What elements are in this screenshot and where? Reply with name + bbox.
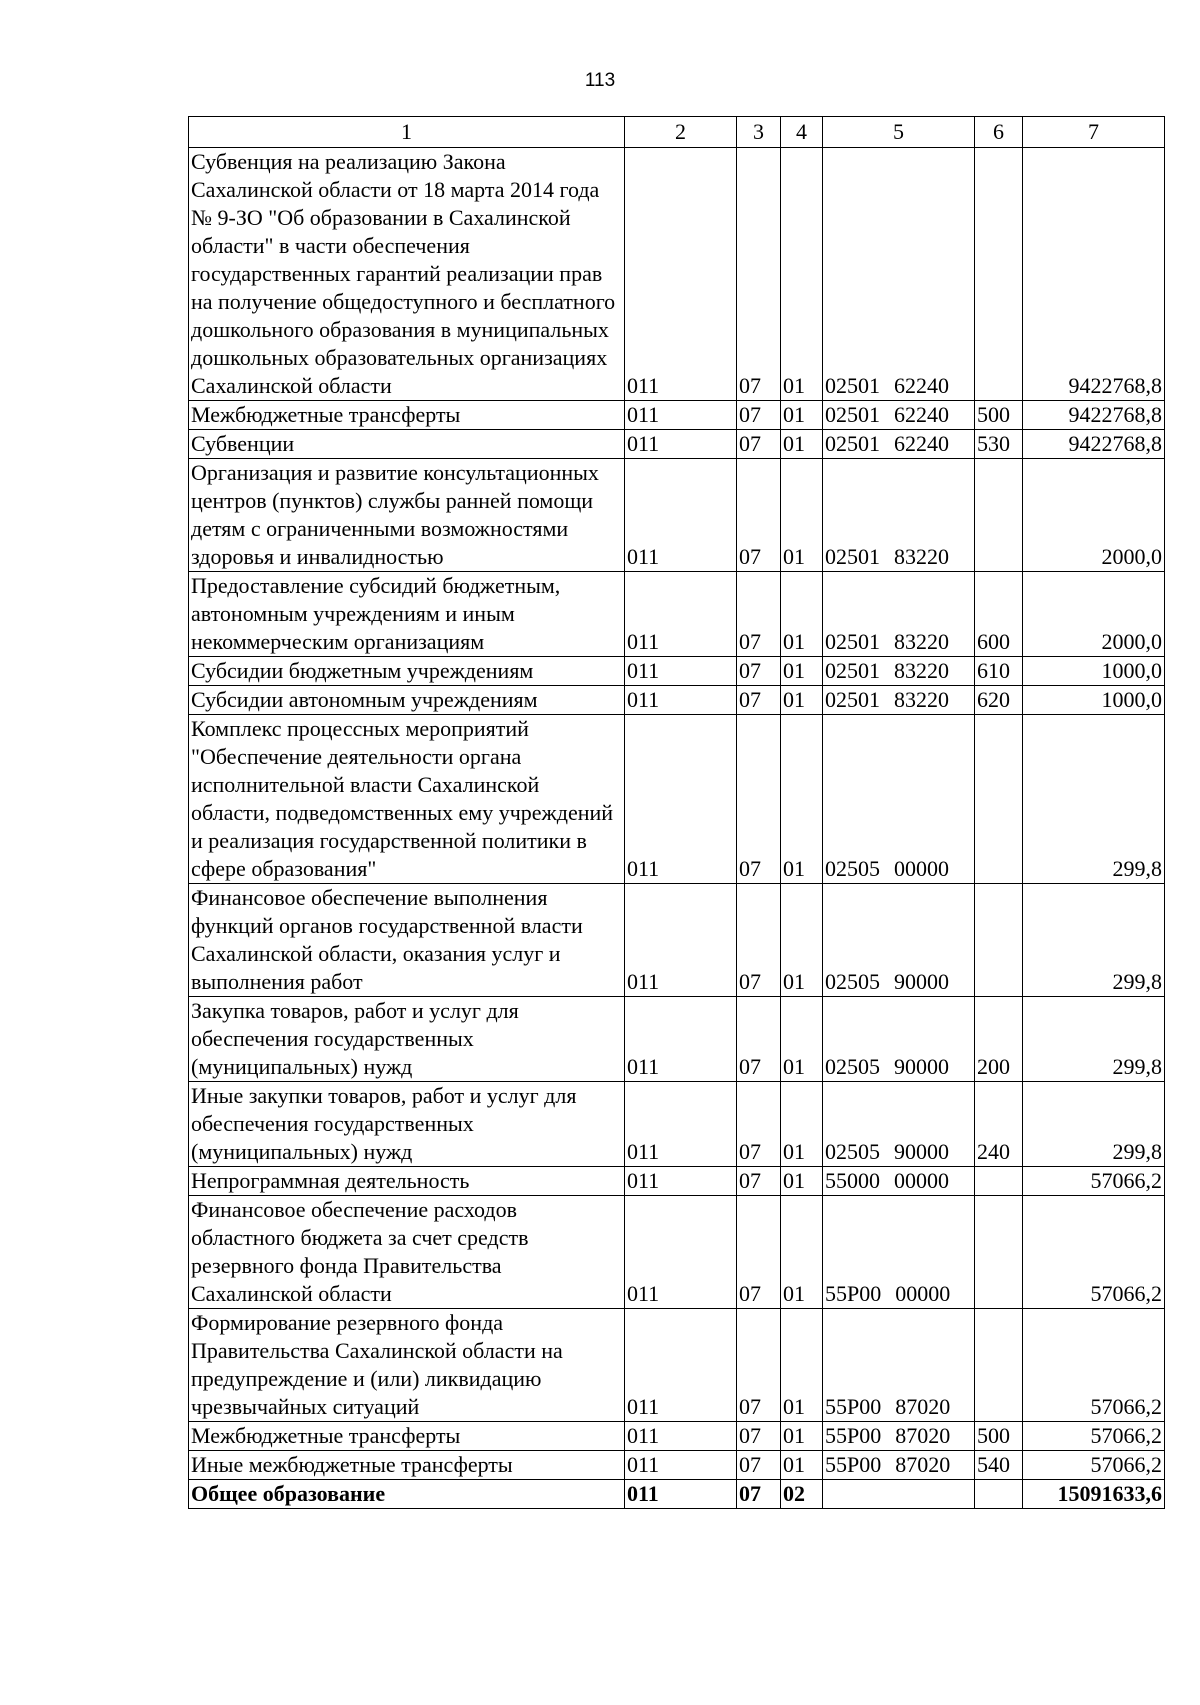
target-article-part-a: 55Р00 bbox=[825, 1452, 882, 1477]
row-name-cell: Субсидии автономным учреждениям bbox=[189, 686, 625, 715]
section-code-cell: 07 bbox=[737, 657, 781, 686]
section-code-cell: 07 bbox=[737, 148, 781, 401]
section-code-cell: 07 bbox=[737, 430, 781, 459]
expense-type-cell bbox=[975, 1196, 1023, 1309]
expense-type-cell: 200 bbox=[975, 997, 1023, 1082]
amount-cell: 2000,0 bbox=[1023, 572, 1165, 657]
ministry-code-cell: 011 bbox=[625, 686, 737, 715]
target-article-part-a: 55Р00 bbox=[825, 1423, 882, 1448]
expense-type-cell: 500 bbox=[975, 1422, 1023, 1451]
expense-type-cell: 530 bbox=[975, 430, 1023, 459]
target-article-cell bbox=[823, 401, 975, 430]
target-article-cell bbox=[823, 1309, 975, 1422]
table-row bbox=[189, 1167, 1165, 1196]
amount-cell: 57066,2 bbox=[1023, 1451, 1165, 1480]
target-article-cell bbox=[823, 997, 975, 1082]
target-article-part-b: 90000 bbox=[894, 1054, 949, 1079]
subsection-code-cell: 01 bbox=[781, 572, 823, 657]
section-code-cell: 07 bbox=[737, 572, 781, 657]
target-article-part-b: 00000 bbox=[894, 1168, 949, 1193]
target-article-part-a: 02505 bbox=[825, 1139, 880, 1164]
budget-table bbox=[188, 116, 1165, 1509]
section-code-cell: 07 bbox=[737, 1451, 781, 1480]
subsection-code-cell: 01 bbox=[781, 1309, 823, 1422]
section-code-cell: 07 bbox=[737, 1422, 781, 1451]
subsection-code-cell: 01 bbox=[781, 1451, 823, 1480]
row-name-cell: Предоставление субсидий бюджетным, автономным учреждениям и иным некоммерческим организациям bbox=[189, 572, 625, 657]
target-article-part-b: 83220 bbox=[894, 629, 949, 654]
target-article-cell bbox=[823, 686, 975, 715]
subsection-code-cell: 01 bbox=[781, 657, 823, 686]
target-article-part-b: 62240 bbox=[894, 373, 949, 398]
table-row bbox=[189, 997, 1165, 1082]
section-code-cell: 07 bbox=[737, 884, 781, 997]
target-article-cell bbox=[823, 657, 975, 686]
subsection-code-cell: 01 bbox=[781, 459, 823, 572]
subsection-code-cell: 01 bbox=[781, 715, 823, 884]
subsection-code-cell: 01 bbox=[781, 401, 823, 430]
amount-cell: 57066,2 bbox=[1023, 1309, 1165, 1422]
section-code-cell: 07 bbox=[737, 1309, 781, 1422]
ministry-code-cell: 011 bbox=[625, 1196, 737, 1309]
ministry-code-cell: 011 bbox=[625, 148, 737, 401]
expense-type-cell bbox=[975, 1167, 1023, 1196]
ministry-code-cell: 011 bbox=[625, 997, 737, 1082]
expense-type-cell: 540 bbox=[975, 1451, 1023, 1480]
table-row bbox=[189, 1422, 1165, 1451]
target-article-cell bbox=[823, 430, 975, 459]
expense-type-cell: 600 bbox=[975, 572, 1023, 657]
ministry-code-cell: 011 bbox=[625, 430, 737, 459]
expense-type-cell bbox=[975, 1480, 1023, 1509]
target-article-part-a: 02501 bbox=[825, 658, 880, 683]
ministry-code-cell: 011 bbox=[625, 715, 737, 884]
row-name-cell: Финансовое обеспечение расходов областного бюджета за счет средств резервного фонда Правительства Сахалинской области bbox=[189, 1196, 625, 1309]
table-row bbox=[189, 572, 1165, 657]
target-article-part-b: 00000 bbox=[894, 856, 949, 881]
section-code-cell: 07 bbox=[737, 401, 781, 430]
amount-cell: 299,8 bbox=[1023, 1082, 1165, 1167]
subsection-code-cell: 01 bbox=[781, 686, 823, 715]
table-row bbox=[189, 401, 1165, 430]
target-article-cell bbox=[823, 884, 975, 997]
section-code-cell: 07 bbox=[737, 1196, 781, 1309]
section-code-cell: 07 bbox=[737, 715, 781, 884]
ministry-code-cell: 011 bbox=[625, 459, 737, 572]
subsection-code-cell: 01 bbox=[781, 1082, 823, 1167]
row-name-cell: Формирование резервного фонда Правительства Сахалинской области на предупреждение и (или) ликвидацию чрезвычайных ситуаций bbox=[189, 1309, 625, 1422]
amount-cell: 1000,0 bbox=[1023, 657, 1165, 686]
expense-type-cell bbox=[975, 884, 1023, 997]
target-article-cell bbox=[823, 1167, 975, 1196]
header-cell: 5 bbox=[823, 117, 975, 148]
section-code-cell: 07 bbox=[737, 1167, 781, 1196]
subsection-code-cell: 01 bbox=[781, 997, 823, 1082]
row-name-cell: Иные закупки товаров, работ и услуг для обеспечения государственных (муниципальных) нужд bbox=[189, 1082, 625, 1167]
expense-type-cell bbox=[975, 715, 1023, 884]
amount-cell: 9422768,8 bbox=[1023, 148, 1165, 401]
subsection-code-cell: 01 bbox=[781, 884, 823, 997]
target-article-part-a: 02501 bbox=[825, 373, 880, 398]
target-article-cell bbox=[823, 148, 975, 401]
ministry-code-cell: 011 bbox=[625, 1309, 737, 1422]
amount-cell: 57066,2 bbox=[1023, 1422, 1165, 1451]
row-name-cell: Субсидии бюджетным учреждениям bbox=[189, 657, 625, 686]
row-name-cell: Непрограммная деятельность bbox=[189, 1167, 625, 1196]
row-name-cell: Общее образование bbox=[189, 1480, 625, 1509]
ministry-code-cell: 011 bbox=[625, 1082, 737, 1167]
target-article-part-a: 02505 bbox=[825, 1054, 880, 1079]
subsection-code-cell: 02 bbox=[781, 1480, 823, 1509]
table-row bbox=[189, 459, 1165, 572]
table-row bbox=[189, 1309, 1165, 1422]
header-cell: 7 bbox=[1023, 117, 1165, 148]
row-name-cell: Финансовое обеспечение выполнения функций органов государственной власти Сахалинской области, оказания услуг и выполнения работ bbox=[189, 884, 625, 997]
header-cell: 2 bbox=[625, 117, 737, 148]
table-row bbox=[189, 430, 1165, 459]
ministry-code-cell: 011 bbox=[625, 1480, 737, 1509]
expense-type-cell bbox=[975, 148, 1023, 401]
target-article-part-a: 02505 bbox=[825, 856, 880, 881]
subsection-code-cell: 01 bbox=[781, 430, 823, 459]
table-header-row bbox=[189, 117, 1165, 148]
row-name-cell: Субвенции bbox=[189, 430, 625, 459]
expense-type-cell: 620 bbox=[975, 686, 1023, 715]
target-article-cell bbox=[823, 572, 975, 657]
header-cell: 6 bbox=[975, 117, 1023, 148]
target-article-part-a: 55Р00 bbox=[825, 1281, 882, 1306]
expense-type-cell bbox=[975, 459, 1023, 572]
target-article-part-a: 55000 bbox=[825, 1168, 880, 1193]
amount-cell: 1000,0 bbox=[1023, 686, 1165, 715]
target-article-cell bbox=[823, 1082, 975, 1167]
target-article-part-b: 83220 bbox=[894, 658, 949, 683]
target-article-part-b: 90000 bbox=[894, 1139, 949, 1164]
target-article-cell bbox=[823, 459, 975, 572]
subsection-code-cell: 01 bbox=[781, 1196, 823, 1309]
row-name-cell: Закупка товаров, работ и услуг для обеспечения государственных (муниципальных) нужд bbox=[189, 997, 625, 1082]
section-code-cell: 07 bbox=[737, 686, 781, 715]
section-code-cell: 07 bbox=[737, 459, 781, 572]
section-code-cell: 07 bbox=[737, 1480, 781, 1509]
row-name-cell: Организация и развитие консультационных центров (пунктов) службы ранней помощи детям с ограниченными возможностями здоровья и инвалидностью bbox=[189, 459, 625, 572]
target-article-part-a: 55Р00 bbox=[825, 1394, 882, 1419]
target-article-cell bbox=[823, 1422, 975, 1451]
expense-type-cell: 610 bbox=[975, 657, 1023, 686]
ministry-code-cell: 011 bbox=[625, 1422, 737, 1451]
target-article-part-a: 02501 bbox=[825, 629, 880, 654]
target-article-part-b: 87020 bbox=[895, 1394, 951, 1419]
expense-type-cell bbox=[975, 1309, 1023, 1422]
ministry-code-cell: 011 bbox=[625, 401, 737, 430]
row-name-cell: Комплекс процессных мероприятий "Обеспечение деятельности органа исполнительной власти Сахалинской области, подведомственных ему учреждений и реализация государственной политики в сфере образования" bbox=[189, 715, 625, 884]
table-row bbox=[189, 884, 1165, 997]
target-article-cell bbox=[823, 715, 975, 884]
amount-cell: 299,8 bbox=[1023, 715, 1165, 884]
section-code-cell: 07 bbox=[737, 997, 781, 1082]
header-cell: 1 bbox=[189, 117, 625, 148]
row-name-cell: Субвенция на реализацию Закона Сахалинской области от 18 марта 2014 года № 9-ЗО "Об образовании в Сахалинской области" в части обеспечения государственных гарантий реализации прав на получение общедоступного и бесплатного дошкольного образования в муниципальных дошкольных образовательных организациях Сахалинской области bbox=[189, 148, 625, 401]
target-article-part-b: 87020 bbox=[895, 1423, 951, 1448]
amount-cell: 299,8 bbox=[1023, 997, 1165, 1082]
subsection-code-cell: 01 bbox=[781, 1167, 823, 1196]
section-code-cell: 07 bbox=[737, 1082, 781, 1167]
target-article-part-b: 83220 bbox=[894, 687, 949, 712]
row-name-cell: Межбюджетные трансферты bbox=[189, 1422, 625, 1451]
row-name-cell: Межбюджетные трансферты bbox=[189, 401, 625, 430]
target-article-cell bbox=[823, 1451, 975, 1480]
amount-cell: 9422768,8 bbox=[1023, 401, 1165, 430]
target-article-part-a: 02501 bbox=[825, 431, 880, 456]
target-article-part-a: 02501 bbox=[825, 687, 880, 712]
table-row bbox=[189, 1480, 1165, 1509]
table-row bbox=[189, 657, 1165, 686]
target-article-part-a: 02501 bbox=[825, 544, 880, 569]
target-article-part-b: 87020 bbox=[895, 1452, 951, 1477]
target-article-cell bbox=[823, 1196, 975, 1309]
target-article-part-b: 62240 bbox=[894, 431, 949, 456]
amount-cell: 2000,0 bbox=[1023, 459, 1165, 572]
target-article-cell bbox=[823, 1480, 975, 1509]
amount-cell: 299,8 bbox=[1023, 884, 1165, 997]
header-cell: 3 bbox=[737, 117, 781, 148]
amount-cell: 15091633,6 bbox=[1023, 1480, 1165, 1509]
table-row bbox=[189, 686, 1165, 715]
ministry-code-cell: 011 bbox=[625, 572, 737, 657]
target-article-part-b: 90000 bbox=[894, 969, 949, 994]
table-row bbox=[189, 1451, 1165, 1480]
ministry-code-cell: 011 bbox=[625, 884, 737, 997]
table-row bbox=[189, 1082, 1165, 1167]
ministry-code-cell: 011 bbox=[625, 657, 737, 686]
amount-cell: 9422768,8 bbox=[1023, 430, 1165, 459]
target-article-part-b: 00000 bbox=[895, 1281, 951, 1306]
target-article-part-a: 02501 bbox=[825, 402, 880, 427]
subsection-code-cell: 01 bbox=[781, 1422, 823, 1451]
subsection-code-cell: 01 bbox=[781, 148, 823, 401]
target-article-part-b: 62240 bbox=[894, 402, 949, 427]
amount-cell: 57066,2 bbox=[1023, 1196, 1165, 1309]
ministry-code-cell: 011 bbox=[625, 1167, 737, 1196]
header-cell: 4 bbox=[781, 117, 823, 148]
page-number: 113 bbox=[584, 70, 616, 91]
target-article-part-a: 02505 bbox=[825, 969, 880, 994]
table-row bbox=[189, 715, 1165, 884]
amount-cell: 57066,2 bbox=[1023, 1167, 1165, 1196]
expense-type-cell: 500 bbox=[975, 401, 1023, 430]
ministry-code-cell: 011 bbox=[625, 1451, 737, 1480]
table-row bbox=[189, 1196, 1165, 1309]
expense-type-cell: 240 bbox=[975, 1082, 1023, 1167]
table-row bbox=[189, 148, 1165, 401]
row-name-cell: Иные межбюджетные трансферты bbox=[189, 1451, 625, 1480]
target-article-part-b: 83220 bbox=[894, 544, 949, 569]
